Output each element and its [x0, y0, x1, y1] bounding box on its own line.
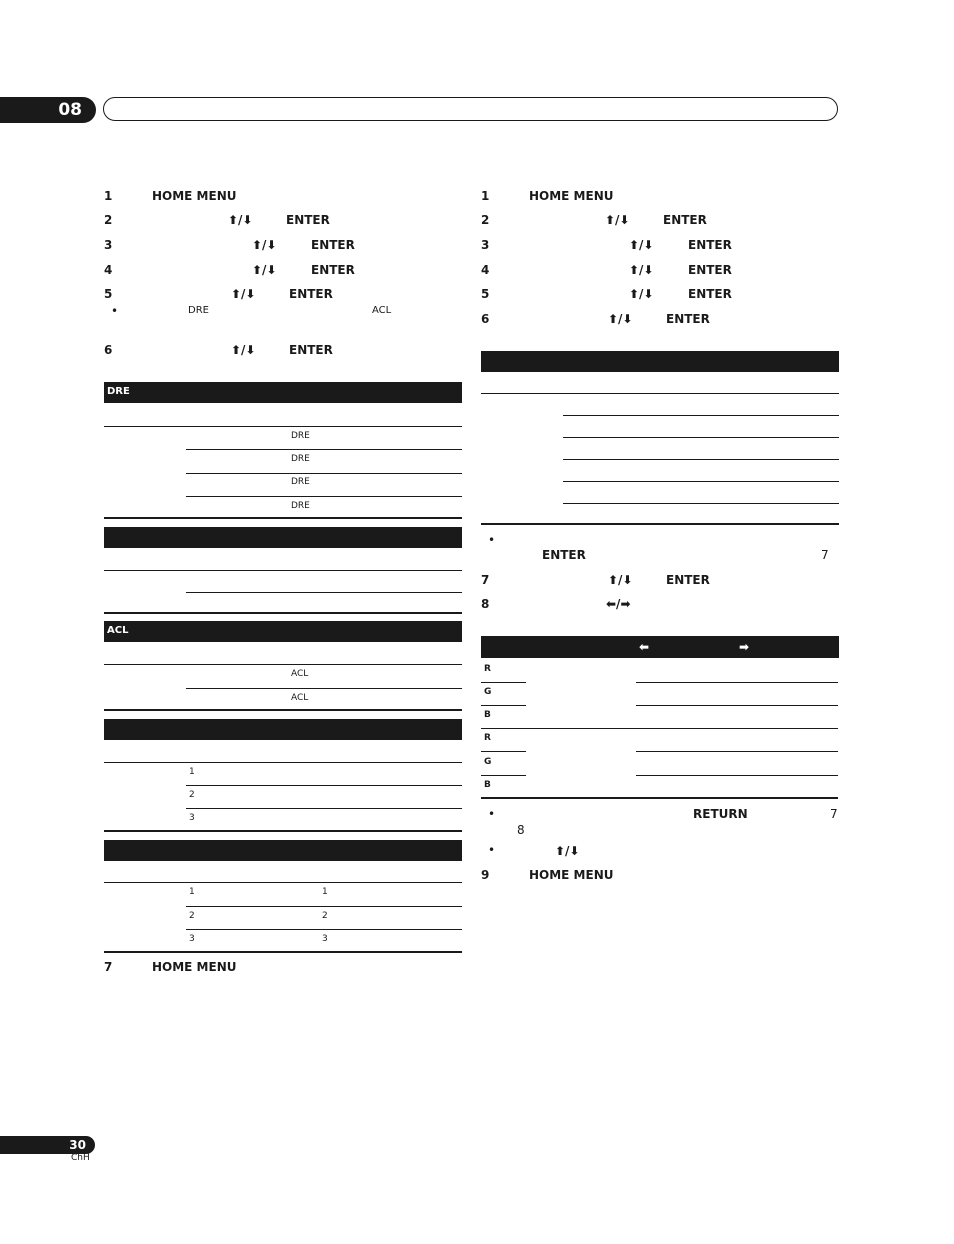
left-step-7: 7 HOME MENU [104, 960, 237, 974]
table-divider [563, 481, 839, 482]
table-cell: 2 [189, 790, 195, 800]
table-divider [563, 437, 839, 438]
rgb-row-label: G [484, 687, 492, 697]
up-down-arrows-icon: ⬆/⬇ [252, 238, 277, 252]
bullet-icon: • [488, 807, 496, 821]
rgb-row-label: R [484, 733, 491, 743]
up-down-arrows-icon: ⬆/⬇ [608, 312, 633, 326]
table-divider [563, 415, 839, 416]
up-down-arrows-icon: ⬆/⬇ [252, 263, 277, 277]
rgb-row-label: R [484, 664, 491, 674]
table-divider [186, 496, 462, 497]
right-step-2: 2 ⬆/⬇ ENTER [481, 213, 707, 227]
table-divider [481, 705, 526, 706]
note-step-ref: 7 [821, 548, 829, 562]
table-divider [636, 682, 838, 683]
table4-header [104, 719, 462, 740]
left-arrow-icon: ⬅ [639, 640, 650, 654]
table-cell: 1 [189, 887, 195, 897]
left-step-4: 4 ⬆/⬇ ENTER [104, 263, 355, 277]
table-bottom-rule [104, 517, 462, 519]
up-down-arrows-icon: ⬆/⬇ [629, 287, 654, 301]
right-table-header [481, 351, 839, 372]
table-divider [186, 449, 462, 450]
right-step-9: 9 HOME MENU [481, 868, 614, 882]
up-down-arrows-icon: ⬆/⬇ [555, 844, 580, 858]
table-divider [636, 705, 838, 706]
table-cell: 2 [189, 911, 195, 921]
acl-table-header: ACL [104, 621, 462, 642]
table-cell: DRE [291, 454, 310, 464]
note-step-ref: 8 [517, 823, 525, 837]
table-bottom-rule [481, 523, 839, 525]
up-down-arrows-icon: ⬆/⬇ [629, 238, 654, 252]
table-bottom-rule [481, 797, 838, 799]
right-step-7: 7 ⬆/⬇ ENTER [481, 573, 710, 587]
table-divider [563, 503, 839, 504]
rgb-table-header [481, 636, 839, 658]
table-cell: DRE [291, 477, 310, 487]
language-label: ChH [71, 1153, 90, 1163]
up-down-arrows-icon: ⬆/⬇ [231, 287, 256, 301]
page-number-tab: 30 [0, 1136, 95, 1154]
table-cell: 3 [322, 934, 328, 944]
table-cell: 1 [189, 767, 195, 777]
note-step-ref: 7 [830, 807, 838, 821]
table-divider [104, 762, 462, 763]
note-return-key: RETURN [693, 807, 748, 821]
table-divider [186, 785, 462, 786]
table5-header [104, 840, 462, 861]
dre-table-header: DRE [104, 382, 462, 403]
table-bottom-rule [104, 612, 462, 614]
right-step-5: 5 ⬆/⬇ ENTER [481, 287, 732, 301]
chapter-number-tab: 08 [0, 97, 96, 123]
table-divider [481, 775, 526, 776]
left-step-1: 1 HOME MENU [104, 189, 237, 203]
table-divider [481, 682, 526, 683]
table-cell: 1 [322, 887, 328, 897]
up-down-arrows-icon: ⬆/⬇ [228, 213, 253, 227]
left-step-6: 6 ⬆/⬇ ENTER [104, 343, 333, 357]
table-divider [481, 393, 839, 394]
rgb-row-label: G [484, 757, 492, 767]
left-step-5: 5 ⬆/⬇ ENTER [104, 287, 333, 301]
bullet-icon: • [111, 304, 119, 318]
up-down-arrows-icon: ⬆/⬇ [608, 573, 633, 587]
left-step-3: 3 ⬆/⬇ ENTER [104, 238, 355, 252]
table-divider [104, 570, 462, 571]
table-divider [481, 728, 838, 729]
left-step-2: 2 ⬆/⬇ ENTER [104, 213, 330, 227]
table-divider [186, 929, 462, 930]
up-down-arrows-icon: ⬆/⬇ [231, 343, 256, 357]
table-bottom-rule [104, 830, 462, 832]
right-arrow-icon: ➡ [739, 640, 750, 654]
table-divider [636, 751, 838, 752]
right-step-1: 1 HOME MENU [481, 189, 614, 203]
table2-header [104, 527, 462, 548]
table-divider [186, 473, 462, 474]
right-step-6: 6 ⬆/⬇ ENTER [481, 312, 710, 326]
right-step-4: 4 ⬆/⬇ ENTER [481, 263, 732, 277]
table-cell: ACL [291, 669, 309, 679]
table-divider [636, 775, 838, 776]
table-divider [104, 426, 462, 427]
table-divider [104, 664, 462, 665]
bullet-icon: • [488, 533, 496, 547]
bullet-icon: • [488, 843, 496, 857]
table-divider [563, 459, 839, 460]
rgb-row-label: B [484, 710, 491, 720]
table-divider [481, 751, 526, 752]
table-divider [186, 592, 462, 593]
right-step-3: 3 ⬆/⬇ ENTER [481, 238, 732, 252]
table-cell: 2 [322, 911, 328, 921]
table-divider [186, 688, 462, 689]
note-acl-term: ACL [372, 305, 392, 316]
table-divider [186, 808, 462, 809]
table-cell: DRE [291, 501, 310, 511]
table-cell: 3 [189, 934, 195, 944]
left-right-arrows-icon: ⬅/➡ [606, 597, 631, 611]
table-bottom-rule [104, 951, 462, 953]
right-step-8: 8 ⬅/➡ [481, 597, 631, 611]
table-divider [104, 882, 462, 883]
note-dre-term: DRE [188, 305, 209, 316]
table-cell: 3 [189, 813, 195, 823]
table-divider [186, 906, 462, 907]
table-cell: DRE [291, 431, 310, 441]
up-down-arrows-icon: ⬆/⬇ [629, 263, 654, 277]
up-down-arrows-icon: ⬆/⬇ [605, 213, 630, 227]
note-enter-key: ENTER [542, 548, 586, 562]
chapter-title-bar [103, 97, 838, 121]
table-bottom-rule [104, 709, 462, 711]
rgb-row-label: B [484, 780, 491, 790]
table-cell: ACL [291, 693, 309, 703]
